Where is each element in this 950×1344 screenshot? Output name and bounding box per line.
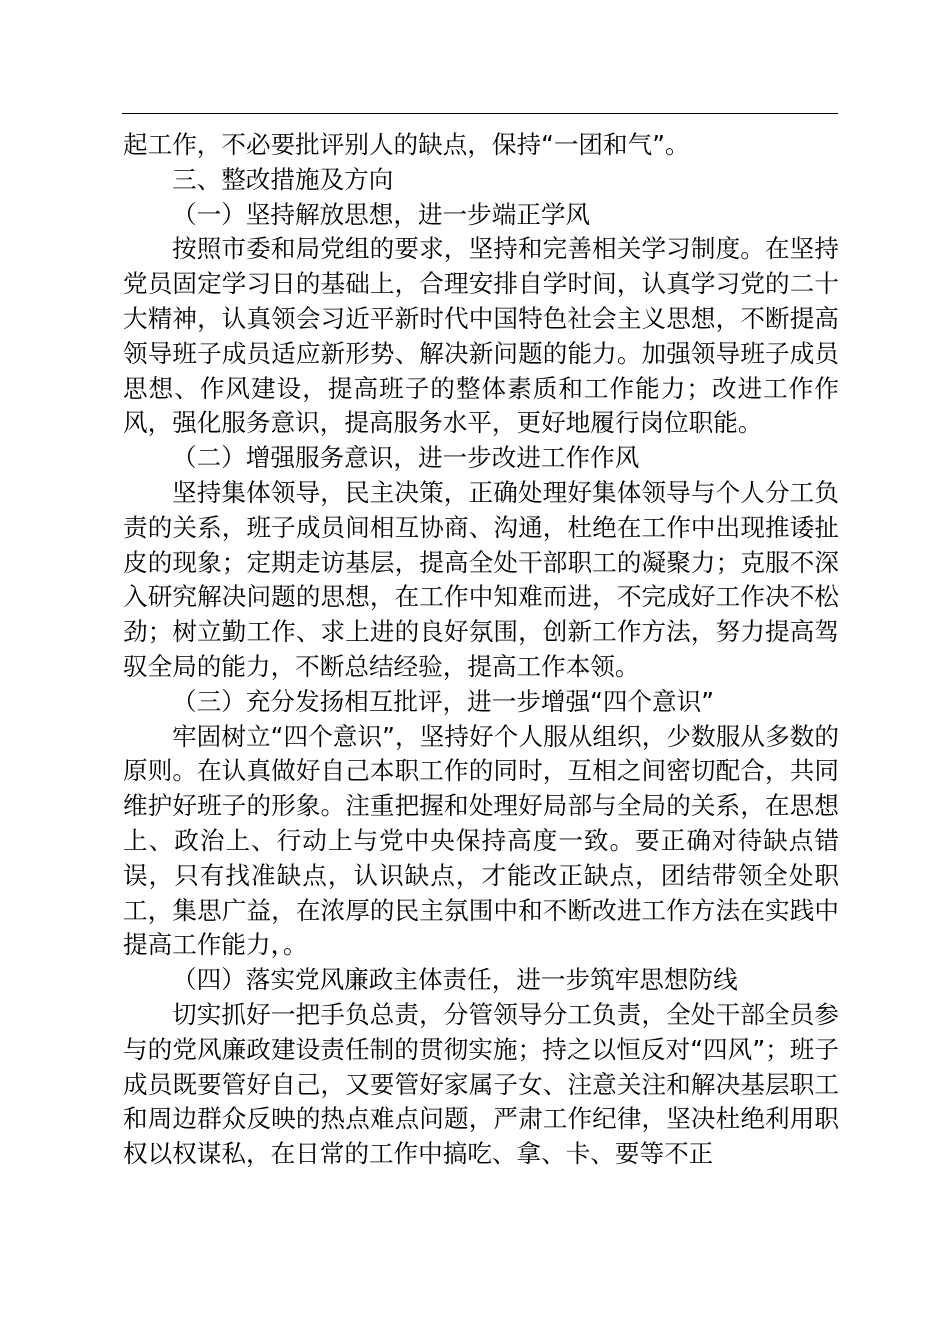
header-rule	[122, 113, 838, 114]
section-3-heading: 三、整改措施及方向	[172, 164, 394, 194]
subsection-1-heading: （一）坚持解放思想，进一步端正学风	[172, 199, 591, 229]
subsection-3-heading: （三）充分发扬相互批评，进一步增强“四个意识”	[172, 686, 714, 716]
subsection-3-paragraph: 牢固树立“四个意识”，坚持好个人服从组织，少数服从多数的原则。在认真做好自己本职工作的同时，互相之间密切配合，共同维护好班子的形象。注重把握和处理好局部与全局的关系，在思想上、政治上、行动上与党中央保持高度一致。要正确对待缺点错误，只有找准缺点，认识缺点，才能改正缺点，团结带领全处职工，集思广益，在浓厚的民主氛围中和不断改进工作方法在实践中提高工作能力，。	[123, 721, 839, 960]
document-body	[123, 128, 839, 1172]
subsection-4-heading: （四）落实党风廉政主体责任，进一步筑牢思想防线	[172, 965, 738, 995]
subsection-2-paragraph: 坚持集体领导，民主决策，正确处理好集体领导与个人分工负责的关系，班子成员间相互协商、沟通，杜绝在工作中出现推诿扯皮的现象；定期走访基层，提高全处干部职工的凝聚力；克服不深入研究解决问题的思想，在工作中知难而进，不完成好工作决不松劲；树立勤工作、求上进的良好氛围，创新工作方法，努力提高驾驭全局的能力，不断总结经验，提高工作本领。	[123, 477, 839, 681]
subsection-4-paragraph: 切实抓好一把手负总责，分管领导分工负责，全处干部全员参与的党风廉政建设责任制的贯彻实施；持之以恒反对“四风”；班子成员既要管好自己，又要管好家属子女、注意关注和解决基层职工和周边群众反映的热点难点问题，严肃工作纪律，坚决杜绝利用职权以权谋私，在日常的工作中搞吃、拿、卡、要等不正	[123, 999, 839, 1169]
continuation-paragraph: 起工作，不必要批评别人的缺点，保持“一团和气”。	[123, 130, 690, 159]
subsection-2-heading: （二）增强服务意识，进一步改进工作作风	[172, 443, 640, 473]
subsection-1-paragraph: 按照市委和局党组的要求，坚持和完善相关学习制度。在坚持党员固定学习日的基础上，合理安排自学时间，认真学习党的二十大精神，认真领会习近平新时代中国特色社会主义思想，不断提高领导班子成员适应新形势、解决新问题的能力。加强领导班子成员思想、作风建设，提高班子的整体素质和工作能力；改进工作作风，强化服务意识，提高服务水平，更好地履行岗位职能。	[123, 234, 839, 438]
